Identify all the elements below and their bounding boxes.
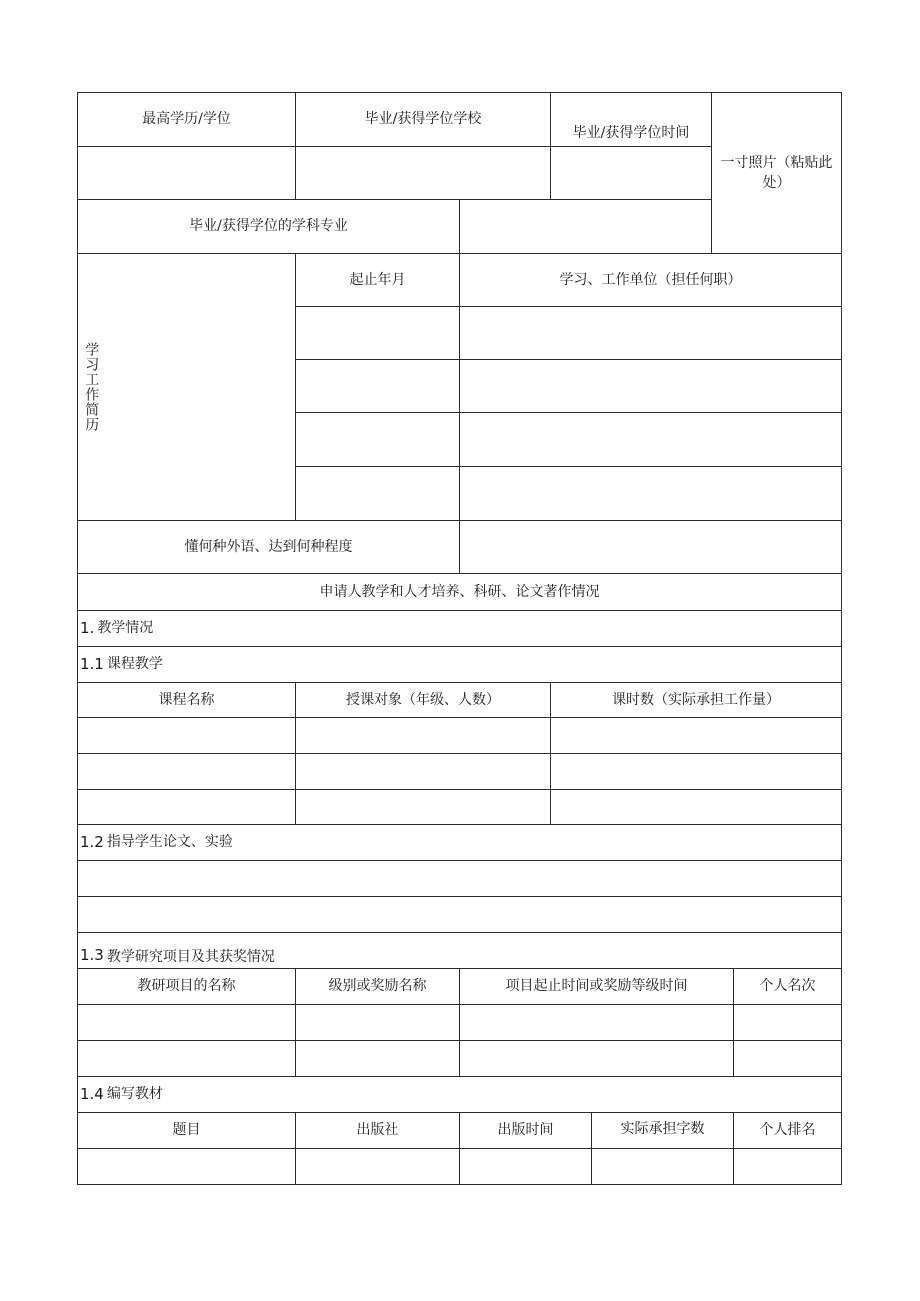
- resume-period-field[interactable]: [295, 466, 460, 521]
- course-name-field[interactable]: [77, 753, 296, 790]
- publisher-field[interactable]: [295, 1148, 460, 1185]
- header-publisher: 出版社: [295, 1112, 460, 1149]
- education-degree-field[interactable]: [77, 146, 296, 200]
- header-award-level: 级别或奖励名称: [295, 968, 460, 1005]
- s1-4-heading: [77, 1076, 842, 1113]
- s1-2-number: 1.2: [80, 832, 104, 851]
- publish-time-field[interactable]: [459, 1148, 592, 1185]
- s1-4-title: 编写教材: [106, 1086, 163, 1103]
- photo-box: 一寸照片（粘贴此处）: [711, 92, 842, 254]
- header-project-name: 教研项目的名称: [77, 968, 296, 1005]
- major-field[interactable]: [459, 199, 712, 254]
- thesis-guidance-field[interactable]: [77, 860, 842, 897]
- s1-1-heading: [77, 646, 842, 683]
- header-course-name: 课程名称: [77, 682, 296, 718]
- s1-1-number: 1.1: [80, 654, 104, 673]
- resume-side-text: 学习工作简历: [83, 342, 100, 432]
- resume-period-field[interactable]: [295, 359, 460, 413]
- course-hours-field[interactable]: [550, 753, 842, 790]
- s1-2-title: 指导学生论文、实验: [106, 834, 233, 851]
- project-name-field[interactable]: [77, 1004, 296, 1041]
- course-hours-field[interactable]: [550, 789, 842, 825]
- header-textbook-title: 题目: [77, 1112, 296, 1149]
- header-course-hours: 课时数（实际承担工作量）: [550, 682, 842, 718]
- award-level-field[interactable]: [295, 1040, 460, 1077]
- header-work-unit: 学习、工作单位（担任何职）: [459, 253, 842, 307]
- major-label: 毕业/获得学位的学科专业: [77, 199, 460, 254]
- graduation-school-field[interactable]: [295, 146, 551, 200]
- header-graduation-school: 毕业/获得学位学校: [295, 92, 551, 147]
- header-project-time: 项目起止时间或奖励等级时间: [459, 968, 734, 1005]
- header-education-degree: 最高学历/学位: [77, 92, 296, 147]
- graduation-time-field[interactable]: [550, 146, 712, 200]
- header-author-rank: 个人排名: [733, 1112, 842, 1149]
- resume-unit-field[interactable]: [459, 359, 842, 413]
- resume-unit-field[interactable]: [459, 466, 842, 521]
- personal-rank-field[interactable]: [733, 1040, 842, 1077]
- course-hours-field[interactable]: [550, 717, 842, 754]
- project-name-field[interactable]: [77, 1040, 296, 1077]
- course-name-field[interactable]: [77, 717, 296, 754]
- header-publish-time: 出版时间: [459, 1112, 592, 1149]
- header-personal-rank: 个人名次: [733, 968, 842, 1005]
- author-rank-field[interactable]: [733, 1148, 842, 1185]
- resume-period-field[interactable]: [295, 412, 460, 467]
- course-audience-field[interactable]: [295, 753, 551, 790]
- s1-4-number: 1.4: [80, 1084, 104, 1103]
- personal-rank-field[interactable]: [733, 1004, 842, 1041]
- header-period: 起止年月: [295, 253, 460, 307]
- s1-2-heading: [77, 824, 842, 861]
- award-level-field[interactable]: [295, 1004, 460, 1041]
- resume-period-field[interactable]: [295, 306, 460, 360]
- resume-unit-field[interactable]: [459, 412, 842, 467]
- course-audience-field[interactable]: [295, 717, 551, 754]
- s1-3-number: 1.3: [80, 946, 104, 965]
- header-word-count: 实际承担字数: [591, 1112, 734, 1149]
- resume-unit-field[interactable]: [459, 306, 842, 360]
- header-course-audience: 授课对象（年级、人数）: [295, 682, 551, 718]
- s1-number: 1.: [80, 618, 95, 637]
- resume-side-label: [77, 253, 296, 521]
- thesis-guidance-field[interactable]: [77, 896, 842, 933]
- s1-1-title: 课程教学: [106, 656, 163, 673]
- s1-title: 教学情况: [97, 620, 154, 637]
- course-audience-field[interactable]: [295, 789, 551, 825]
- language-field[interactable]: [459, 520, 842, 574]
- language-label: 懂何种外语、达到何种程度: [77, 520, 460, 574]
- s1-3-title: 教学研究项目及其获奖情况: [106, 948, 275, 965]
- project-time-field[interactable]: [459, 1004, 734, 1041]
- s1-3-heading: [77, 932, 842, 969]
- header-graduation-time: 毕业/获得学位时间: [550, 92, 712, 147]
- section-title: 申请人教学和人才培养、科研、论文著作情况: [77, 573, 842, 611]
- course-name-field[interactable]: [77, 789, 296, 825]
- project-time-field[interactable]: [459, 1040, 734, 1077]
- word-count-field[interactable]: [591, 1148, 734, 1185]
- textbook-title-field[interactable]: [77, 1148, 296, 1185]
- s1-heading: [77, 610, 842, 647]
